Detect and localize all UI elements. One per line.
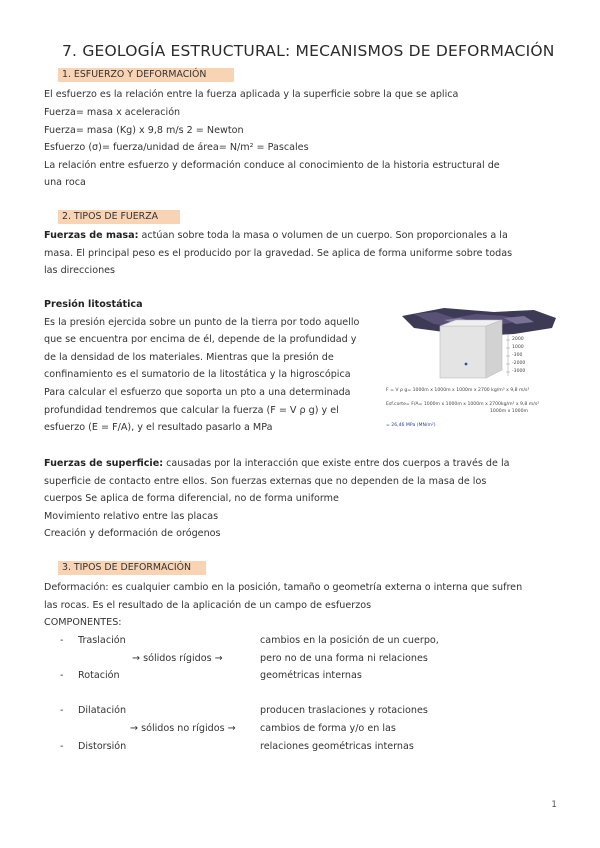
- desc-rigidos-1: cambios en la posición de un cuerpo,: [260, 635, 439, 646]
- section-3-heading: 3. TIPOS DE DEFORMACIÓN: [62, 562, 191, 573]
- section-1-heading: 1. ESFUERZO Y DEFORMACIÓN: [62, 69, 207, 80]
- figure-caption-denominator: 1000m x 1000m: [490, 409, 528, 414]
- figure-caption-result: = 26,46 MPa (MN/m²): [386, 423, 436, 428]
- figure-caption-stress-numerator: 1000m x 1000m x 1000m x 2700kg/m³ x 9,8 m/s²: [423, 402, 540, 407]
- fuerzas-superficie-text: causadas por la interacción que existe entre dos cuerpos a través de la: [163, 458, 510, 469]
- s1-line-3: Fuerza= masa (Kg) x 9,8 m/s 2 = Newton: [44, 125, 244, 136]
- axis-label-2: 1000: [512, 345, 524, 350]
- dash-distorsion: -: [60, 741, 64, 752]
- superficie-line-5: Creación y deformación de orógenos: [44, 528, 221, 539]
- presion-litostatica-title: Presión litostática: [44, 299, 143, 310]
- section-2-heading: 2. TIPOS DE FUERZA: [62, 211, 159, 222]
- desc-no-rigidos-2: cambios de forma y/o en las: [260, 723, 396, 734]
- s1-line-6: una roca: [44, 177, 86, 188]
- presion-line-4: confinamiento es el sumatorio de la litostática y la higroscópica: [44, 369, 351, 380]
- s3-line-3: COMPONENTES:: [44, 617, 122, 628]
- desc-rigidos-3: geométricas internas: [260, 670, 362, 681]
- axis-label-5: -3000: [512, 369, 526, 374]
- page-title: 7. GEOLOGÍA ESTRUCTURAL: MECANISMOS DE DEFORMACIÓN: [62, 42, 555, 60]
- page-number: 1: [551, 800, 557, 810]
- presion-line-3: de la densidad de los materiales. Mientras que la presión de: [44, 352, 334, 363]
- lithostatic-figure: [384, 306, 560, 430]
- desc-no-rigidos-3: relaciones geométricas internas: [260, 741, 414, 752]
- superficie-line-4: Movimiento relativo entre las placas: [44, 511, 219, 522]
- fuerzas-superficie-term: Fuerzas de superficie:: [44, 458, 164, 469]
- s3-line-1: Deformación: es cualquier cambio en la posición, tamaño o geometría externa o interna que sufren: [44, 582, 523, 593]
- s2-masa-line-2: masa. El principal peso es el producido por la gravedad. Se aplica de forma uniforme sobre todas: [44, 248, 513, 259]
- axis-label-1: 2000: [512, 337, 524, 342]
- s2-masa-line-3: las direcciones: [44, 265, 116, 276]
- fuerzas-masa-text: actúan sobre toda la masa o volumen de un cuerpo. Son proporcionales a la: [138, 230, 508, 241]
- axis-label-4: -2000: [512, 361, 526, 366]
- presion-line-6: profundidad tendremos que calcular la fuerza (F = V ρ g) y el: [44, 405, 339, 416]
- dash-dilatacion: -: [60, 705, 64, 716]
- rigidos-arrow-label: → sólidos rígidos →: [132, 653, 223, 664]
- s1-line-5: La relación entre esfuerzo y deformación conduce al conocimiento de la historia estructural de: [44, 160, 500, 171]
- s3-line-2: las rocas. Es el resultado de la aplicación de un campo de esfuerzos: [44, 600, 372, 611]
- presion-line-1: Es la presión ejercida sobre un punto de la tierra por todo aquello: [44, 317, 360, 328]
- crust-block-diagram: [384, 306, 560, 386]
- fuerzas-masa-line: [44, 230, 508, 242]
- figure-caption-stress: [386, 402, 539, 408]
- figure-caption-force: F = V ρ g= 1000m x 1000m x 1000m x 2700 kg/m³ x 9,8 m/s²: [386, 388, 530, 393]
- fuerzas-masa-term: Fuerzas de masa:: [44, 230, 139, 241]
- superficie-line-2: superficie de contacto entre ellos. Son fuerzas externas que no dependen de la masa de los: [44, 476, 487, 487]
- superficie-line-3: cuerpos Se aplica de forma diferencial, no de forma uniforme: [44, 493, 339, 504]
- fuerzas-superficie-line: [44, 458, 510, 470]
- desc-rigidos-2: pero no de una forma ni relaciones: [260, 653, 428, 664]
- s1-line-2: Fuerza= masa x aceleración: [44, 107, 181, 118]
- item-rotacion: Rotación: [78, 670, 120, 681]
- item-traslacion: Traslación: [78, 635, 126, 646]
- no-rigidos-arrow-label: → sólidos no rígidos →: [130, 723, 236, 734]
- presion-line-5: Para calcular el esfuerzo que soporta un pto a una determinada: [44, 387, 351, 398]
- s1-line-1: El esfuerzo es la relación entre la fuerza aplicada y la superficie sobre la que se aplica: [44, 89, 459, 100]
- presion-line-2: que se encuentra por encima de él, depende de la profundidad y: [44, 334, 357, 345]
- dash-traslacion: -: [60, 635, 64, 646]
- item-distorsion: Distorsión: [78, 741, 127, 752]
- figure-caption-stress-label: Esf.corte= F/A=: [386, 402, 424, 407]
- item-dilatacion: Dilatación: [78, 705, 127, 716]
- presion-line-7: esfuerzo (E = F/A), y el resultado pasarlo a MPa: [44, 422, 273, 433]
- desc-no-rigidos-1: producen traslaciones y rotaciones: [260, 705, 428, 716]
- s1-line-4: Esfuerzo (σ)= fuerza/unidad de área= N/m² = Pascales: [44, 142, 309, 153]
- axis-label-3: -300: [512, 353, 523, 358]
- dash-rotacion: -: [60, 670, 64, 681]
